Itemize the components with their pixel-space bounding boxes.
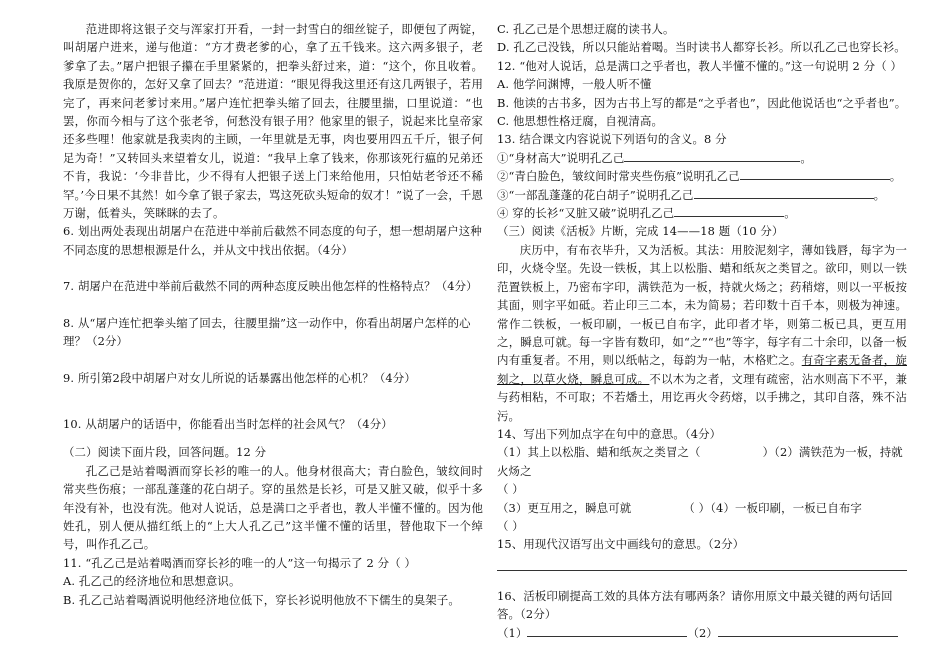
question-9: 9. 所引第2段中胡屠户对女儿所说的话暴露出他怎样的心机？（4分） [63, 370, 416, 385]
passage-kong-yiji: 孔乙己是站着喝酒而穿长衫的唯一的人。他身材很高大；青白脸色，皱纹间时常夹些伤痕；一部乱蓬蓬的花白胡子。穿的虽然是长衫，可是又脏又破，似乎十多年没有补，也没有洗。他对人说话，总是满口之乎者也，教人半懂不懂的。因为他姓孔，别人便从描红纸上的“上大人孔乙己”这半懂不懂的话里，替他取下一个绰号，叫作孔乙己。 [63, 463, 483, 552]
question-11-option-c: C. 孔乙己是个思想迂腐的读书人。 [497, 22, 675, 36]
question-15: 15、用现代汉语写出文中画线句的意思。（2分） [497, 537, 745, 552]
passage-fan-jin: 范进即将这银子交与浑家打开看，一封一封雪白的细丝锭子，即便包了两锭，叫胡屠户进来，递与他道：“方才费老爹的心，拿了五千钱来。这六两多银子，老爹拿了去。”屠户把银子攥在手里紧紧的，把拳头舒过来，道：“这个，你且收着。我原是贺你的，怎好又拿了回去？”范进道：“眼见得我这里还有这几两银子，若用完了，再来问老爹讨来用。”屠户连忙把拳头缩了回去，往腰里揣，口里说道：“也罢，你而今相与了这个张老爷，何愁没有银子用？他家里的银子，说起来比皇帝家还多些哩！他家就是我卖肉的主顾，一年里就是无事，肉也要用四五千斤，银子何足为奇！”又转回头来望着女儿，说道：“我早上拿了钱来，你那该死行瘟的兄弟还不肯，我说：‘今非昔比，少不得有人把银子送上门来给他用，只怕姑老爷还不稀罕。’今日果不其然！如今拿了银子家去，骂这死砍头短命的奴才！”说了一会，千恩万谢，低着头，笑眯眯的去了。 [63, 22, 483, 221]
question-7: 7. 胡屠户在范进中举前后截然不同的两种态度反映出他怎样的性格特点？（4分） [63, 279, 478, 294]
question-13-item-2: ②“青白脸色，皱纹间时常夹些伤痕”说明孔乙己 。 [497, 169, 902, 184]
question-11-option-d: D. 孔乙己没钱，所以只能站着喝。当时读书人都穿长衫。所以孔乙己也穿长衫。 [497, 40, 906, 55]
section-3-heading: （三）阅读《活板》片断，完成 14——18 题（10 分） [497, 224, 784, 239]
question-13-item-4: ④ 穿的长衫“又脏又破”说明孔乙己 。 [497, 206, 796, 221]
question-13: 13. 结合课文内容说说下列语句的含义。8 分 [497, 132, 727, 147]
question-16-answers: （1） （2） [497, 624, 907, 642]
passage-huoban: 庆历中，有布衣毕升，又为活板。其法：用胶泥刻字，薄如钱唇，每字为一印，火烧令坚。先设一铁板，其上以松脂、蜡和纸灰之类冒之。欲印，则以一铁范置铁板上，乃密布字印，满铁范为一板，持就火炀之；药稍熔，则以一平板按其面，则字平如砥。若止印三二本，未为简易；若印数十百千本，则极为神速。常作二铁板，一板印刷，一板已自布字，此印者才毕，则第二板已具，更互用之，瞬息可就。每一字皆有数印，如“之”“也”等字，每字有二十余印，以备一板内有重复者。不用，则以纸帖之，每韵为一帖，木格贮之。有奇字素无备者，旋刻之，以草火烧，瞬息可成。不以木为之者，文理有疏密，沾水则高下不平，兼与药相粘，不可取；不若燔土，用讫再火令药熔，以手拂之，其印自落，殊不沾污。 [497, 242, 907, 423]
answer-blank[interactable] [740, 167, 890, 180]
right-column [497, 20, 907, 642]
question-12-option-a: A. 他学问渊博，一般人听不懂 [497, 77, 652, 92]
question-14: 14、写出下列加点字在句中的意思。（4分） [497, 426, 722, 441]
answer-blank[interactable] [694, 186, 874, 199]
answer-blank[interactable] [527, 624, 687, 637]
section-2-heading: （二）阅读下面片段，回答问题。12 分 [63, 445, 267, 460]
question-6: 6. 划出两处表现出胡屠户在范进中举前后截然不同态度的句子，想一想胡屠户这种不同态度的思想根源是什么，并从文中找出依据。（4分） [63, 224, 482, 257]
question-14-line-4: （ ） [497, 518, 524, 533]
question-12-option-b: B. 他读的古书多，因为古书上写的都是“之乎者也”，因此他说话也“之乎者也”。 [497, 95, 907, 110]
question-13-item-3: ③“一部乱蓬蓬的花白胡子”说明孔乙己 。 [497, 187, 886, 202]
question-11: 11. “孔乙己是站着喝酒而穿长衫的唯一的人”这一句揭示了 2 分（ ） [63, 555, 417, 570]
question-12-option-c: C. 他思想性格迂腐，自视清高。 [497, 114, 664, 129]
underlined-sentence: 有奇字素无备者，旋刻之，以草火烧，瞬息可成。 [497, 353, 907, 386]
answer-line[interactable] [497, 556, 907, 571]
question-13-item-1: ①“身材高大”说明孔乙己 。 [497, 150, 812, 165]
question-14-line-2: （ ） [497, 482, 524, 497]
left-column [63, 20, 483, 609]
question-12: 12. “他对人说话，总是满口之乎者也，教人半懂不懂的。”这一句说明 2 分（ ） [497, 58, 903, 73]
answer-blank[interactable] [674, 204, 784, 217]
question-16: 16、活板印刷提高工效的具体方法有哪两条？请你用原文中最关键的两句话回答。（2分） [497, 588, 893, 622]
question-10: 10. 从胡屠户的话语中，你能看出当时怎样的社会风气？（4分） [63, 416, 393, 431]
question-8: 8. 从“屠户连忙把拳头缩了回去，往腰里揣”这一动作中，你看出胡屠户怎样的心理？（2分） [63, 315, 471, 349]
question-11-option-b: B. 孔乙己站着喝酒说明他经济地位低下，穿长衫说明他放不下儒生的臭架子。 [63, 592, 460, 607]
question-11-option-a: A. 孔乙己的经济地位和思想意识。 [63, 574, 241, 589]
answer-blank[interactable] [718, 624, 898, 637]
answer-blank[interactable] [624, 149, 800, 162]
question-14-line-3: （3）更互用之，瞬息可就 （ ）（4）一板印刷，一板已自布字 [497, 500, 862, 515]
question-14-line-1: （1）其上以松脂、蜡和纸灰之类冒之（ ）（2）满铁范为一板，持就火炀之 [497, 445, 903, 478]
